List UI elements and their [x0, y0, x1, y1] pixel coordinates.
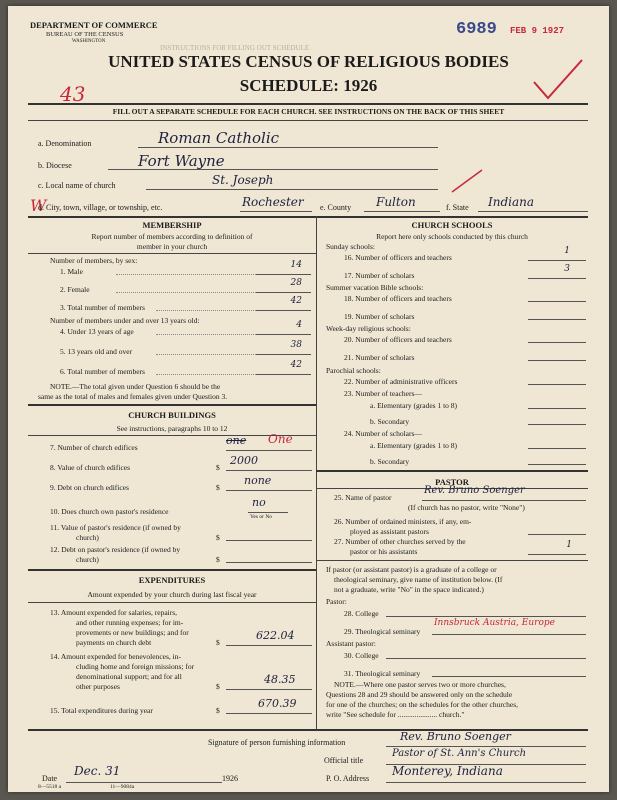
- sunday-scholars-value: 3: [564, 264, 570, 274]
- denomination-line: [138, 147, 438, 148]
- yes-or-no-hint: Yes or No: [250, 514, 273, 520]
- male-leader: [116, 274, 256, 275]
- college-label: 28. College: [344, 609, 379, 618]
- pastor-name-line: [422, 500, 586, 501]
- edifice-value-dollar: $: [216, 463, 220, 472]
- church-name-line: [146, 189, 438, 190]
- form-number: 8—5518 a: [38, 784, 62, 790]
- red-check-mark: [528, 56, 588, 106]
- female-leader: [116, 292, 256, 293]
- residence-debt-dollar: $: [216, 555, 220, 564]
- residence-value-line: [226, 540, 312, 541]
- serial-stamp: 6989: [456, 20, 497, 39]
- edifices-line: [226, 450, 312, 451]
- pastor-note-4: write "See schedule for ..................... church.": [326, 710, 465, 719]
- edifice-debt-dollar: $: [216, 483, 220, 492]
- female-value: 28: [290, 278, 302, 288]
- scholars-label: 24. Number of scholars—: [344, 429, 422, 438]
- pastor-name-label: 25. Name of pastor: [334, 493, 392, 502]
- department-label: DEPARTMENT OF COMMERCE: [30, 20, 158, 30]
- date-label: Date: [42, 774, 58, 783]
- total-members-2-leader: [156, 374, 256, 375]
- age-split-label: Number of members under and over 13 years old:: [50, 316, 200, 325]
- salaries-label-3: provements or new buildings; and for: [76, 628, 189, 637]
- under-13-value: 4: [296, 320, 302, 330]
- official-title-label: Official title: [324, 756, 364, 765]
- weekday-officers-label: 20. Number of officers and teachers: [344, 335, 452, 344]
- buildings-heading: CHURCH BUILDINGS: [128, 410, 216, 420]
- under-13-leader: [156, 334, 256, 335]
- graduate-note-2: theological seminary, give name of institution below. (If: [334, 575, 503, 584]
- official-title-value: Pastor of St. Ann's Church: [392, 748, 527, 759]
- female-line: [256, 292, 311, 293]
- po-address-label: P. O. Address: [326, 774, 370, 783]
- assistant-pastor-label: Assistant pastor:: [326, 639, 376, 648]
- print-code: 11—9084a: [110, 784, 135, 790]
- total-members-line: [256, 310, 311, 311]
- church-name-value: St. Joseph: [212, 173, 274, 187]
- other-churches-value: 1: [566, 540, 572, 550]
- state-label: f. State: [446, 203, 469, 212]
- edifice-value-line: [226, 470, 312, 471]
- edifice-value-label: 8. Value of church edifices: [50, 463, 131, 472]
- denomination-value: Roman Catholic: [158, 129, 280, 147]
- total-members-2-line: [256, 374, 311, 375]
- salaries-line: [226, 645, 312, 646]
- female-label: 2. Female: [60, 285, 90, 294]
- salaries-dollar: $: [216, 638, 220, 647]
- assistant-college-line: [386, 658, 586, 659]
- admin-officers-line: [528, 384, 586, 385]
- admin-officers-label: 22. Number of administrative officers: [344, 377, 458, 386]
- schools-instruction: Report here only schools conducted by this church: [376, 232, 528, 241]
- assistant-seminary-label: 31. Theological seminary: [344, 669, 421, 678]
- sunday-scholars-label: 17. Number of scholars: [344, 271, 415, 280]
- benevolences-label-2: cluding home and foreign missions; for: [76, 662, 195, 671]
- signature-line: [386, 746, 586, 747]
- teachers-secondary-line: [528, 424, 586, 425]
- membership-note-1: NOTE.—The total given under Question 6 should be the: [50, 382, 221, 391]
- total-expenditures-label: 15. Total expenditures during year: [50, 706, 153, 715]
- total-members-2-label: 6. Total number of members: [60, 367, 145, 376]
- diocese-value: Fort Wayne: [138, 152, 225, 170]
- form-schedule: SCHEDULE: 1926: [239, 76, 378, 95]
- pastor-note-2: Questions 28 and 29 should be answered only on the schedule: [326, 690, 513, 699]
- edifices-label: 7. Number of church edifices: [50, 443, 138, 452]
- ident-rule: [28, 216, 588, 218]
- over-13-label: 5. 13 years old and over: [60, 347, 133, 356]
- graduate-note-1: If pastor (or assistant pastor) is a graduate of a college or: [326, 565, 497, 574]
- pastor-heading: PASTOR: [435, 477, 469, 487]
- form-title: UNITED STATES CENSUS OF RELIGIOUS BODIES: [108, 52, 509, 71]
- scholars-elementary-label: a. Elementary (grades 1 to 8): [370, 441, 458, 450]
- census-schedule-sheet: [8, 6, 609, 792]
- sunday-scholars-line: [528, 278, 586, 279]
- salaries-label-4: payments on church debt: [76, 638, 152, 647]
- edifices-value: One: [268, 432, 293, 446]
- under-13-line: [256, 334, 311, 335]
- residence-value-dollar: $: [216, 533, 220, 542]
- seminary-line: [432, 634, 586, 635]
- total-expenditures-dollar: $: [216, 706, 220, 715]
- sunday-officers-line: [528, 260, 586, 261]
- state-line: [478, 211, 588, 212]
- teachers-elementary-label: a. Elementary (grades 1 to 8): [370, 401, 458, 410]
- total-members-label: 3. Total number of members: [60, 303, 145, 312]
- year-label: 1926: [222, 774, 238, 783]
- benevolences-value: 48.35: [264, 673, 296, 686]
- teachers-elementary-line: [528, 408, 586, 409]
- benevolences-label-1: 14. Amount expended for benevolences, in-: [50, 652, 182, 661]
- edifice-value-value: 2000: [230, 454, 258, 467]
- pastor-residence-line: [248, 512, 288, 513]
- state-value: Indiana: [488, 195, 535, 209]
- residence-debt-label-2: church): [76, 555, 99, 564]
- scholars-secondary-line: [528, 464, 586, 465]
- scholars-elementary-line: [528, 448, 586, 449]
- city-town-label: d. City, town, village, or township, etc.: [38, 203, 163, 212]
- pastor-name-value: Rev. Bruno Soenger: [424, 485, 525, 496]
- vacation-scholars-line: [528, 319, 586, 320]
- buildings-instruction: See instructions, paragraphs 10 to 12: [116, 424, 228, 433]
- edifice-debt-label: 9. Debt on church edifices: [50, 483, 129, 492]
- total-expenditures-line: [226, 713, 312, 714]
- city-town-line: [240, 211, 312, 212]
- date-value: Dec. 31: [74, 764, 121, 778]
- title-rule: [28, 103, 588, 105]
- faint-bleed-through: INSTRUCTIONS FOR FILLING OUT SCHEDULE: [160, 44, 310, 52]
- total-expenditures-value: 670.39: [258, 697, 297, 710]
- membership-rule: [28, 253, 316, 254]
- male-label: 1. Male: [60, 267, 83, 276]
- expenditures-rule: [28, 602, 316, 603]
- county-value: Fulton: [376, 195, 416, 209]
- other-churches-label-2: pastor or his assistants: [350, 547, 418, 556]
- edifice-debt-line: [226, 490, 312, 491]
- salaries-label-1: 13. Amount expended for salaries, repairs,: [50, 608, 178, 617]
- residence-value-label-2: church): [76, 533, 99, 542]
- salaries-label-2: and other running expenses; for im-: [76, 618, 184, 627]
- center-divider: [316, 216, 317, 729]
- vacation-officers-line: [528, 301, 586, 302]
- sunday-officers-label: 16. Number of officers and teachers: [344, 253, 452, 262]
- scholars-secondary-label: b. Secondary: [370, 457, 410, 466]
- bureau-label: BUREAU OF THE CENSUS: [46, 31, 124, 38]
- seminary-label: 29. Theological seminary: [344, 627, 421, 636]
- college-line: [386, 616, 586, 617]
- expenditures-instruction: Amount expended by your church during last fiscal year: [87, 590, 257, 599]
- weekday-scholars-line: [528, 360, 586, 361]
- total-members-value: 42: [290, 296, 302, 306]
- members-by-sex-label: Number of members, by sex:: [50, 256, 138, 265]
- signature-label: Signature of person furnishing information: [208, 738, 346, 747]
- other-churches-label-1: 27. Number of other churches served by the: [334, 537, 466, 546]
- po-address-line: [386, 782, 586, 783]
- membership-instruction-2: member in your church: [136, 242, 208, 251]
- pastor-sub-label: Pastor:: [326, 597, 347, 606]
- residence-debt-line: [226, 562, 312, 563]
- parochial-schools-label: Parochial schools:: [326, 366, 381, 375]
- over-13-line: [256, 354, 311, 355]
- diocese-label: b. Diocese: [38, 161, 72, 170]
- assistant-seminary-line: [432, 676, 586, 677]
- red-margin-mark: W: [30, 196, 47, 215]
- other-churches-line: [528, 554, 586, 555]
- benevolences-label-3: denominational support; and for all: [76, 672, 182, 681]
- total-members-leader: [156, 310, 256, 311]
- membership-note-2: same as the total of males and females given under Question 3.: [38, 392, 228, 401]
- ordained-line: [528, 534, 586, 535]
- instructions-line: FILL OUT A SEPARATE SCHEDULE FOR EACH CHURCH. SEE INSTRUCTIONS ON THE BACK OF THIS SHEET: [112, 107, 505, 116]
- schools-end-rule: [316, 470, 588, 472]
- pastor-mid-rule: [316, 560, 588, 561]
- salaries-value: 622.04: [256, 629, 295, 642]
- benevolences-line: [226, 689, 312, 690]
- date-stamp: FEB 9 1927: [510, 26, 565, 36]
- pastor-note-1: NOTE.—Where one pastor serves two or more churches,: [334, 680, 506, 689]
- instructions-rule: [28, 120, 588, 121]
- membership-end-rule: [28, 404, 316, 406]
- red-number-annotation: 43: [60, 82, 86, 106]
- male-line: [256, 274, 311, 275]
- church-name-label: c. Local name of church: [38, 181, 116, 190]
- red-tick-church-name: [448, 166, 488, 196]
- seminary-value: Innsbruck Austria, Europe: [434, 618, 555, 628]
- po-address-value: Monterey, Indiana: [392, 764, 503, 778]
- ordained-label-1: 26. Number of ordained ministers, if any, em-: [334, 517, 472, 526]
- vacation-scholars-label: 19. Number of scholars: [344, 312, 415, 321]
- pastor-residence-value: no: [252, 496, 266, 509]
- edifices-struck-value: one: [226, 434, 247, 447]
- edifice-debt-value: none: [244, 474, 272, 487]
- pastor-note-3: for one of the churches; on the schedules for the other churches,: [326, 700, 519, 709]
- male-value: 14: [290, 260, 302, 270]
- total-members-2-value: 42: [290, 360, 302, 370]
- expenditures-heading: EXPENDITURES: [138, 575, 206, 585]
- weekday-scholars-label: 21. Number of scholars: [344, 353, 415, 362]
- under-13-label: 4. Under 13 years of age: [60, 327, 134, 336]
- sunday-officers-value: 1: [564, 246, 570, 256]
- benevolences-dollar: $: [216, 682, 220, 691]
- vacation-officers-label: 18. Number of officers and teachers: [344, 294, 452, 303]
- residence-value-label-1: 11. Value of pastor's residence (if owned by: [50, 523, 181, 532]
- county-line: [364, 211, 440, 212]
- benevolences-label-4: other purposes: [76, 682, 120, 691]
- pastor-residence-label: 10. Does church own pastor's residence: [50, 507, 169, 516]
- sunday-schools-label: Sunday schools:: [326, 242, 375, 251]
- residence-debt-label-1: 12. Debt on pastor's residence (if owned by: [50, 545, 181, 554]
- weekday-officers-line: [528, 342, 586, 343]
- city-label: WASHINGTON: [72, 39, 106, 44]
- denomination-label: a. Denomination: [38, 139, 92, 148]
- membership-instruction-1: Report number of members according to definition of: [91, 232, 253, 241]
- graduate-note-3: not a graduate, write "No" in the space indicated.): [334, 585, 484, 594]
- teachers-label: 23. Number of teachers—: [344, 389, 422, 398]
- teachers-secondary-label: b. Secondary: [370, 417, 410, 426]
- over-13-value: 38: [290, 340, 302, 350]
- membership-heading: MEMBERSHIP: [142, 220, 202, 230]
- date-line: [66, 782, 222, 783]
- ordained-label-2: ployed as assistant pastors: [350, 527, 429, 536]
- weekday-schools-label: Week-day religious schools:: [326, 324, 411, 333]
- over-13-leader: [156, 354, 256, 355]
- county-label: e. County: [320, 203, 352, 212]
- assistant-college-label: 30. College: [344, 651, 379, 660]
- schools-heading: CHURCH SCHOOLS: [411, 220, 493, 230]
- signature-value: Rev. Bruno Soenger: [400, 730, 511, 743]
- vacation-schools-label: Summer vacation Bible schools:: [326, 283, 424, 292]
- city-town-value: Rochester: [242, 195, 304, 209]
- pastor-name-hint: (If church has no pastor, write "None"): [408, 503, 525, 512]
- buildings-end-rule: [28, 569, 316, 571]
